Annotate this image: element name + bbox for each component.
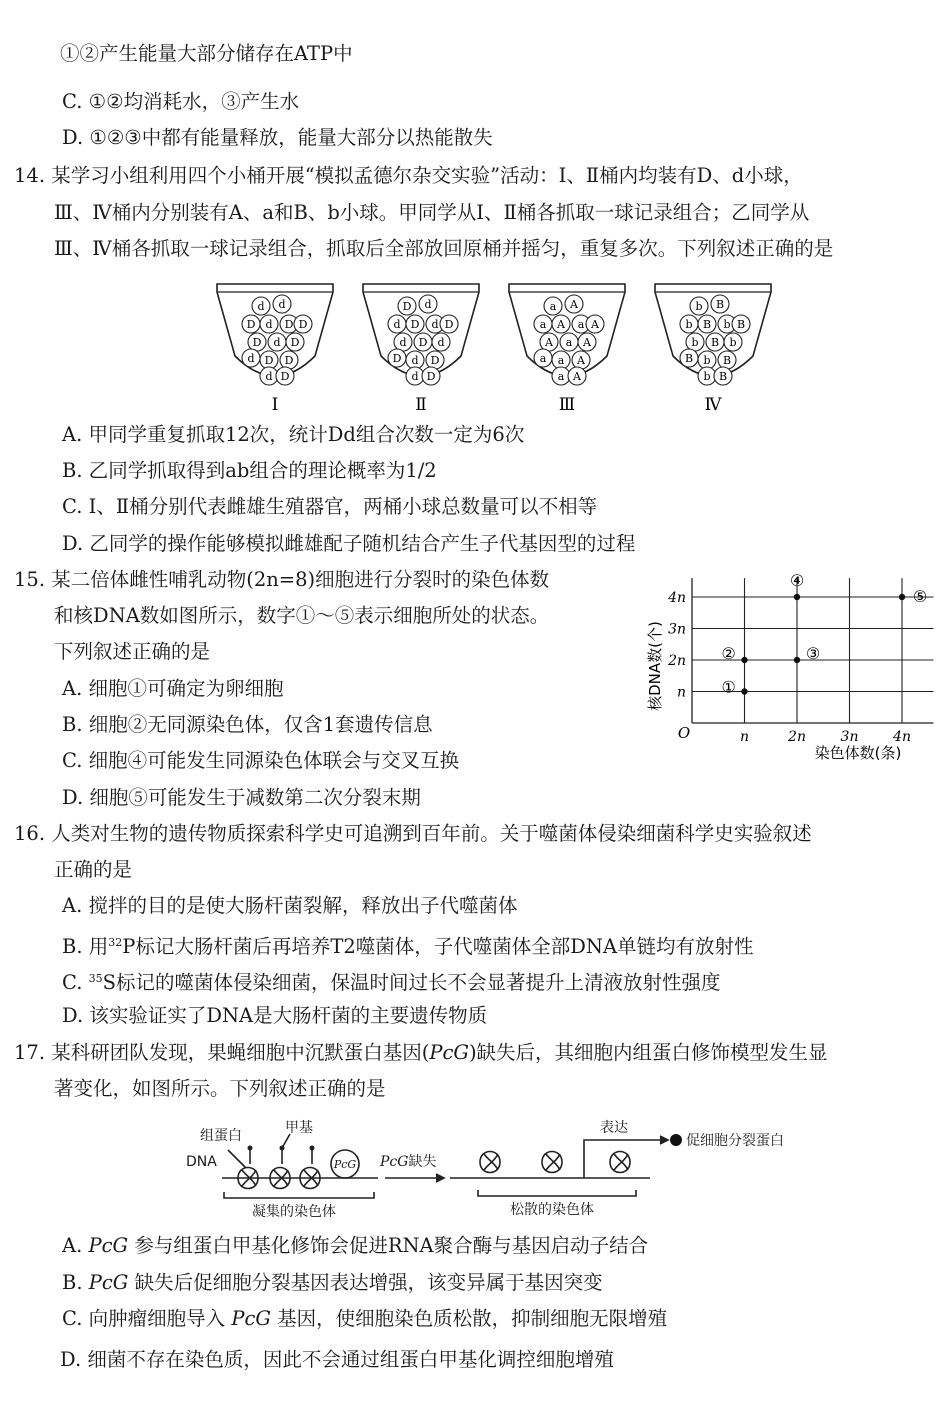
ball-label: a (539, 352, 547, 365)
point-label: ① (721, 677, 736, 697)
q14-option-c: C. Ⅰ、Ⅱ桶分别代表雌雄生殖器官，两桶小球总数量可以不相等 (62, 495, 598, 518)
bucket-figure (200, 278, 790, 418)
fig-label-condensed: 凝集的染色体 (252, 1204, 336, 1220)
ball-label: D (410, 318, 420, 331)
bucket-label: Ⅱ (415, 395, 427, 415)
ball-label: D (280, 370, 290, 383)
data-point (741, 657, 747, 663)
q16-option-d: D. 该实验证实了DNA是大肠杆菌的主要遗传物质 (62, 1004, 488, 1027)
ball-label: A (557, 318, 565, 331)
q15-stem-line1: 15. 某二倍体雌性哺乳动物(2n=8)细胞进行分裂时的染色体数 (14, 568, 550, 591)
ball-label: b (703, 354, 711, 367)
bucket-1 (217, 284, 333, 415)
q16-stem-line1: 16. 人类对生物的遗传物质探索科学史可追溯到百年前。关于噬菌体侵染细菌科学史实验叙述 (14, 822, 812, 845)
fig-label-dna: DNA (186, 1154, 217, 1170)
q16-option-a: A. 搅拌的目的是使大肠杆菌裂解，释放出子代噬菌体 (62, 894, 518, 917)
q14-stem-line1: 14. 某学习小组利用四个小桶开展“模拟孟德尔杂交实验”活动：Ⅰ、Ⅱ桶内均装有D、d小球， (14, 164, 803, 187)
cut-bottom-line: D. 细菌不存在染色质，因此不会通过组蛋白甲基化调控细胞增殖 (60, 1348, 614, 1371)
ball-label: b (729, 336, 737, 349)
ball-label: d (431, 318, 439, 331)
fig-label-express: 表达 (600, 1120, 628, 1136)
q15-stem-line3: 下列叙述正确的是 (54, 640, 211, 663)
q17-stem-line2: 著变化，如图所示。下列叙述正确的是 (54, 1077, 386, 1100)
ball-label: B (722, 354, 732, 367)
ball-label: B (702, 318, 712, 331)
y-tick-label: 3n (668, 621, 686, 638)
q17-stem-line1: 17. 某科研团队发现，果蝇细胞中沉默蛋白基因(PcG)缺失后，其细胞内组蛋白修饰模型发生显 (14, 1041, 828, 1064)
product-dot (670, 1134, 682, 1146)
y-axis-label: 核DNA数(个) (646, 621, 664, 711)
ball-label: a (557, 370, 565, 383)
ball-label: a (577, 318, 585, 331)
dna-chromosome-chart (640, 568, 940, 768)
q13-option-d: D. ①②③中都有能量释放，能量大部分以热能散失 (62, 126, 493, 149)
x-tick-label: 4n (893, 729, 911, 745)
ball-label: A (573, 370, 581, 383)
ball-label: a (549, 300, 557, 313)
data-point (794, 594, 800, 600)
ball-label: A (570, 298, 578, 311)
ball-label: B (710, 336, 720, 349)
ball-label: d (411, 354, 419, 367)
cut-top-line: ①②产生能量大部分储存在ATP中 (60, 42, 353, 65)
ball-label: D (290, 336, 300, 349)
bucket-label: Ⅳ (704, 395, 722, 415)
ball-label: d (247, 352, 255, 365)
ball-label: D (252, 336, 262, 349)
point-label: ③ (805, 644, 821, 663)
q13-option-c: C. ①②均消耗水，③产生水 (62, 90, 300, 113)
ball-label: D (264, 354, 274, 367)
ball-label: d (393, 318, 401, 331)
point-label: ⑤ (912, 587, 928, 606)
data-point (741, 688, 747, 694)
q15-option-a: A. 细胞①可确定为卵细胞 (62, 677, 284, 700)
q14-stem-line3: Ⅲ、Ⅳ桶各抓取一球记录组合，抓取后全部放回原桶并摇匀，重复多次。下列叙述正确的是 (54, 237, 834, 260)
point-label: ② (721, 644, 736, 663)
ball-label: A (591, 318, 599, 331)
ball-label: A (583, 336, 591, 349)
ball-label: D (284, 354, 294, 367)
ball-label: d (265, 370, 273, 383)
ball-label: a (557, 354, 565, 367)
q14-option-d: D. 乙同学的操作能够模拟雌雄配子随机结合产生子代基因型的过程 (62, 532, 636, 555)
y-tick-label: n (676, 684, 686, 701)
ball-label: D (426, 370, 436, 383)
x-tick-label: 2n (788, 729, 806, 745)
bucket-label: Ⅰ (271, 395, 279, 415)
bucket-2 (363, 284, 479, 415)
ball-label: d (278, 298, 286, 311)
ball-label: D (284, 318, 294, 331)
ball-label: B (736, 318, 746, 331)
x-tick-label: 3n (840, 729, 859, 745)
ball-label: D (418, 336, 428, 349)
fig-label-methyl: 甲基 (285, 1120, 313, 1136)
data-point (794, 657, 800, 663)
q17-option-b: B. PcG 缺失后促细胞分裂基因表达增强，该变异属于基因突变 (62, 1271, 603, 1294)
fig-label-histone: 组蛋白 (200, 1128, 242, 1144)
y-tick-label: 2n (668, 653, 686, 669)
ball-label: B (718, 370, 728, 383)
ball-label: B (715, 298, 725, 311)
q14-option-a: A. 甲同学重复抓取12次，统计Dd组合次数一定为6次 (62, 423, 525, 446)
x-axis-label: 染色体数(条) (814, 744, 902, 762)
ball-label: D (392, 352, 402, 365)
bucket-3 (509, 284, 625, 415)
ball-label: d (257, 300, 265, 313)
ball-label: d (437, 336, 445, 349)
q15-option-d: D. 细胞⑤可能发生于减数第二次分裂末期 (62, 786, 421, 809)
ball-label: d (424, 298, 432, 311)
ball-label: D (298, 318, 308, 331)
ball-label: b (723, 318, 731, 331)
ball-label: A (545, 336, 553, 349)
origin-label: O (677, 724, 691, 742)
q15-option-c: C. 细胞④可能发生同源染色体联会与交叉互换 (62, 749, 460, 772)
q17-option-a: A. PcG 参与组蛋白甲基化修饰会促进RNA聚合酶与基因启动子结合 (62, 1234, 649, 1257)
histone-modification-figure (180, 1112, 820, 1224)
ball-label: b (685, 318, 693, 331)
q14-stem-line2: Ⅲ、Ⅳ桶内分别装有A、a和B、b小球。甲同学从Ⅰ、Ⅱ桶各抓取一球记录组合；乙同学从 (54, 201, 810, 224)
y-tick-label: 4n (668, 590, 686, 606)
ball-label: d (411, 370, 419, 383)
fig-label-arrow: PcG缺失 (380, 1154, 437, 1170)
q16-stem-line2: 正确的是 (54, 858, 133, 881)
nucleosome-6 (610, 1152, 630, 1173)
data-point (899, 594, 905, 600)
ball-label: a (539, 318, 547, 331)
q14-option-b: B. 乙同学抓取得到ab组合的理论概率为1/2 (62, 459, 437, 482)
point-label: ④ (789, 571, 805, 590)
ball-label: B (684, 352, 694, 365)
q16-option-b: B. 用$^{32}$P标记大肠杆菌后再培养T2噬菌体，子代噬菌体全部DNA单链均有放射性 (62, 935, 754, 958)
nucleosome-5 (542, 1152, 562, 1173)
ball-label: A (577, 354, 585, 367)
ball-label: D (444, 318, 454, 331)
ball-label: b (703, 370, 711, 383)
fig-label-product: 促细胞分裂蛋白 (686, 1133, 784, 1149)
q15-stem-line2: 和核DNA数如图所示，数字①～⑤表示细胞所处的状态。 (54, 604, 550, 627)
q16-option-c: C. $^{35}$S标记的噬菌体侵染细菌，保温时间过长不会显著提升上清液放射性强度 (62, 971, 721, 994)
ball-label: d (399, 336, 407, 349)
bucket-4 (655, 284, 771, 415)
q15-option-b: B. 细胞②无同源染色体，仅含1套遗传信息 (62, 713, 433, 736)
fig-label-loose: 松散的染色体 (510, 1202, 594, 1218)
fig-label-pcg: PcG (333, 1158, 357, 1171)
q17-option-c: C. 向肿瘤细胞导入 PcG 基因，使细胞染色质松散，抑制细胞无限增殖 (62, 1307, 668, 1330)
ball-label: d (265, 318, 273, 331)
ball-label: D (246, 318, 256, 331)
ball-label: b (695, 300, 703, 313)
bucket-label: Ⅲ (558, 395, 576, 415)
ball-label: D (402, 300, 412, 313)
ball-label: b (691, 336, 699, 349)
x-tick-label: n (739, 729, 750, 745)
ball-label: a (565, 336, 573, 349)
ball-label: D (430, 354, 440, 367)
ball-label: d (273, 336, 281, 349)
nucleosome-4 (480, 1152, 500, 1173)
